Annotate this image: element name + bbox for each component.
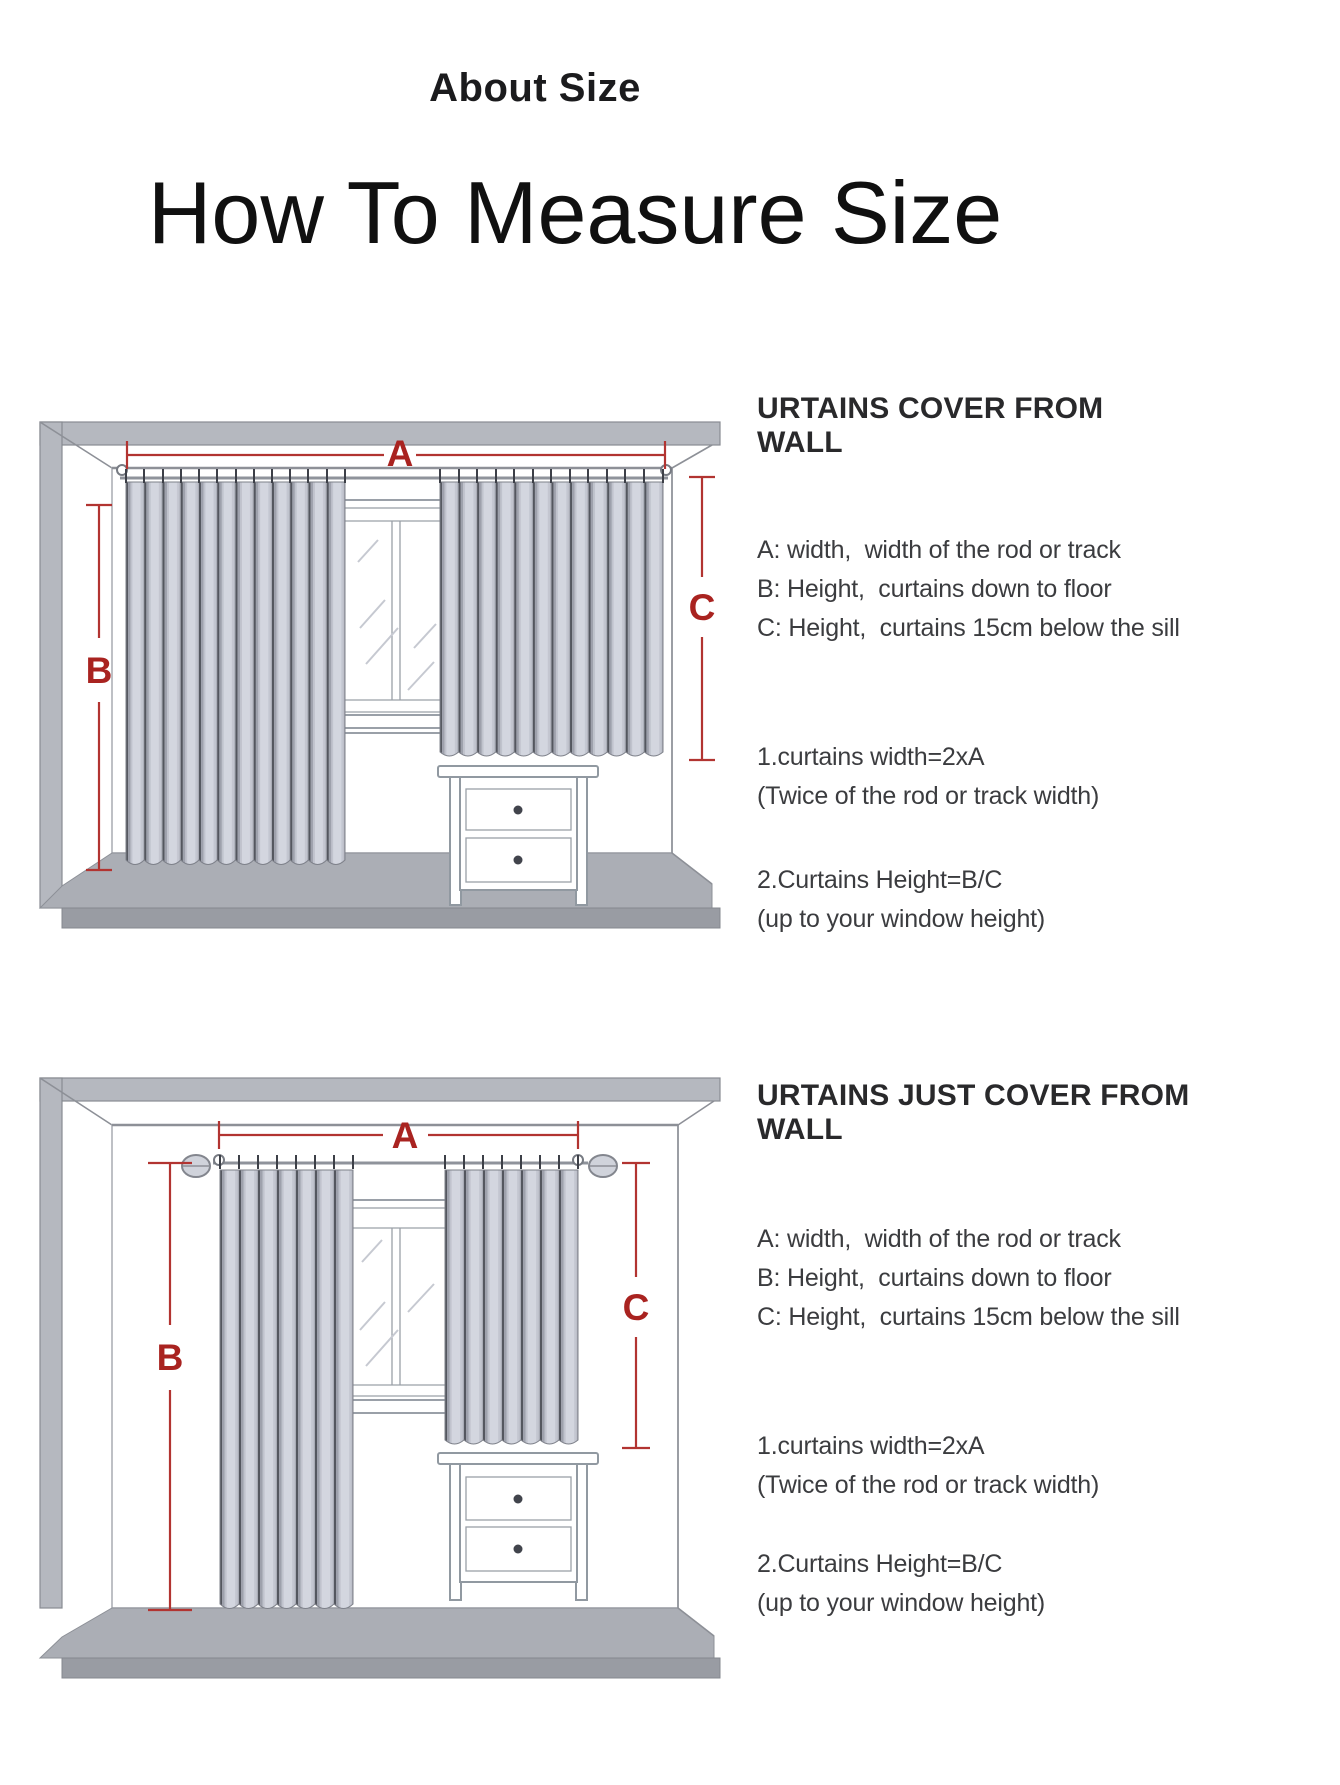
diagram-curtains-cover-from-wall [25,390,730,935]
floor [40,1608,714,1658]
dimension-c-label: C [622,1287,650,1328]
section-text-cover-from-wall [757,392,1197,939]
definition-b: B: Height, curtains down to floor [757,1264,1112,1292]
drawer-knob [514,856,523,865]
formula-height-note: (up to your window height) [757,905,1046,933]
drawer-knob [514,1495,523,1504]
formula-height [757,1545,1197,1623]
dimension-a-label: A [391,1115,419,1156]
curtain-right [440,482,663,756]
nightstand [438,1453,598,1600]
curtain-left [220,1170,353,1609]
definition-a: A: width, width of the rod or track [757,536,1121,564]
floor-front-edge [62,908,720,928]
definition-a: A: width, width of the rod or track [757,1225,1121,1253]
nightstand-top [438,766,598,777]
section-text-just-cover-from-wall [757,1079,1197,1623]
diagram-curtains-just-cover-window [25,1070,730,1685]
formula-height-text: 2.Curtains Height=B/C [757,1550,1003,1578]
formula-height-note: (up to your window height) [757,1589,1046,1617]
formula-width [757,1427,1197,1505]
dimension-b-label: B [85,650,113,691]
dimension-b [86,505,113,870]
dimension-a-label: A [386,433,414,474]
formula-width-text: 1.curtains width=2xA [757,1432,985,1460]
nightstand-top [438,1453,598,1464]
definition-c: C: Height, curtains 15cm below the sill [757,1303,1180,1331]
floor-front-edge [62,1658,720,1678]
nightstand [438,766,598,905]
definition-c: C: Height, curtains 15cm below the sill [757,614,1180,642]
measure-definitions [757,1220,1197,1337]
section-heading: URTAINS COVER FROM WALL [757,392,1104,459]
page-title: How To Measure Size [147,163,1003,262]
dimension-b-label: B [156,1337,184,1378]
formula-width [757,738,1197,816]
formula-height-text: 2.Curtains Height=B/C [757,866,1003,894]
measure-definitions [757,531,1197,648]
curtain-left [126,482,345,865]
formula-width-text: 1.curtains width=2xA [757,743,985,771]
section-heading: URTAINS JUST COVER FROM WALL [757,1079,1190,1146]
drawer-knob [514,1545,523,1554]
formula-width-note: (Twice of the rod or track width) [757,1471,1100,1499]
drawer-knob [514,806,523,815]
formula-height [757,861,1197,939]
formula-width-note: (Twice of the rod or track width) [757,782,1100,810]
dimension-c [689,477,716,760]
curtain-right [445,1170,578,1444]
definition-b: B: Height, curtains down to floor [757,575,1112,603]
dimension-c-label: C [688,587,716,628]
page-kicker: About Size [429,66,641,110]
